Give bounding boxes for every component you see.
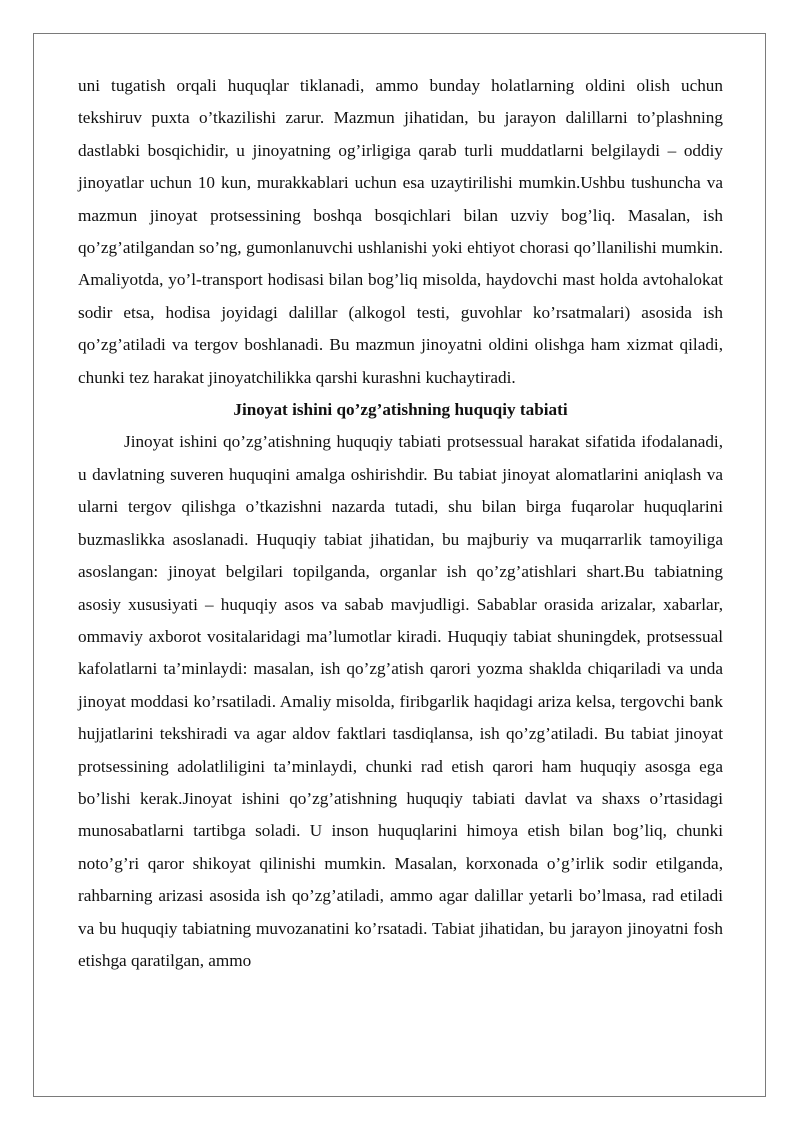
body-paragraph: uni tugatish orqali huquqlar tiklanadi, ammo bunday holatlarning oldini olish uchun tekshiruv puxta o’tkazilishi zarur. Mazmun jihatidan, bu jarayon dalillarni to’plashning dastlabki bosqichidir, u jinoyatning og’irligiga qarab turli muddatlarni belgilaydi – oddiy jinoyatlar uchun 10 kun, murakkablari uchun esa uzaytirilishi mumkin.Ushbu tushuncha va mazmun jinoyat protsessining boshqa bosqichlari bilan uzviy bog’liq. Masalan, ish qo’zg’atilgandan so’ng, gumonlanuvchi ushlanishi yoki ehtiyot chorasi qo’llanilishi mumkin. Amaliyotda, yo’l-transport hodisasi bilan bog’liq misolda, haydovchi mast holda avtohalokat sodir etsa, hodisa joyidagi dalillar (alkogol testi, guvohlar ko’rsatmalari) asosida ish qo’zg’atiladi va tergov boshlanadi. Bu mazmun jinoyatni oldini olishga ham xizmat qiladi, chunki tez harakat jinoyatchilikka qarshi kurashni kuchaytiradi. <box>78 76 723 387</box>
section-heading: Jinoyat ishini qo’zg’atishning huquqiy tabiati <box>233 400 568 420</box>
document-body <box>78 70 723 977</box>
body-paragraph: Jinoyat ishini qo’zg’atishning huquqiy tabiati protsessual harakat sifatida ifodalanadi, u davlatning suveren huquqini amalga oshirishdir. Bu tabiat jinoyat alomatlarini aniqlash va ularni tergov qilishga o’tkazishni nazarda tutadi, shu bilan birga fuqarolar huquqlarini buzmaslikka asoslanadi. Huquqiy tabiat jihatidan, bu majburiy va muqarrarlik tamoyiliga asoslangan: jinoyat belgilari topilganda, organlar ish qo’zg’atishlari shart.Bu tabiatning asosiy xususiyati – huquqiy asos va sabab mavjudligi. Sabablar orasida arizalar, xabarlar, ommaviy axborot vositalaridagi ma’lumotlar kiradi. Huquqiy tabiat shuningdek, protsessual kafolatlarni ta’minlaydi: masalan, ish qo’zg’atish qarori yozma shaklda chiqariladi va unda jinoyat moddasi ko’rsatiladi. Amaliy misolda, firibgarlik haqidagi ariza kelsa, tergovchi bank hujjatlarini tekshiradi va agar aldov faktlari tasdiqlansa, ish qo’zg’atiladi. Bu tabiat jinoyat protsessining adolatliligini ta’minlaydi, chunki rad etish qarori ham huquqiy asosga ega bo’lishi kerak.Jinoyat ishini qo’zg’atishning huquqiy tabiati davlat va shaxs o’rtasidagi munosabatlarni tartibga soladi. U inson huquqlarini himoya etish bilan bog’liq, chunki noto’g’ri qaror shikoyat qilinishi mumkin. Masalan, korxonada o’g’irlik sodir etilganda, rahbarning arizasi asosida ish qo’zg’atiladi, ammo agar dalillar yetarli bo’lmasa, rad etiladi va bu huquqiy tabiatning muvozanatini ko’rsatadi. Tabiat jihatidan, bu jarayon jinoyatni fosh etishga qaratilgan, ammo <box>78 432 723 970</box>
